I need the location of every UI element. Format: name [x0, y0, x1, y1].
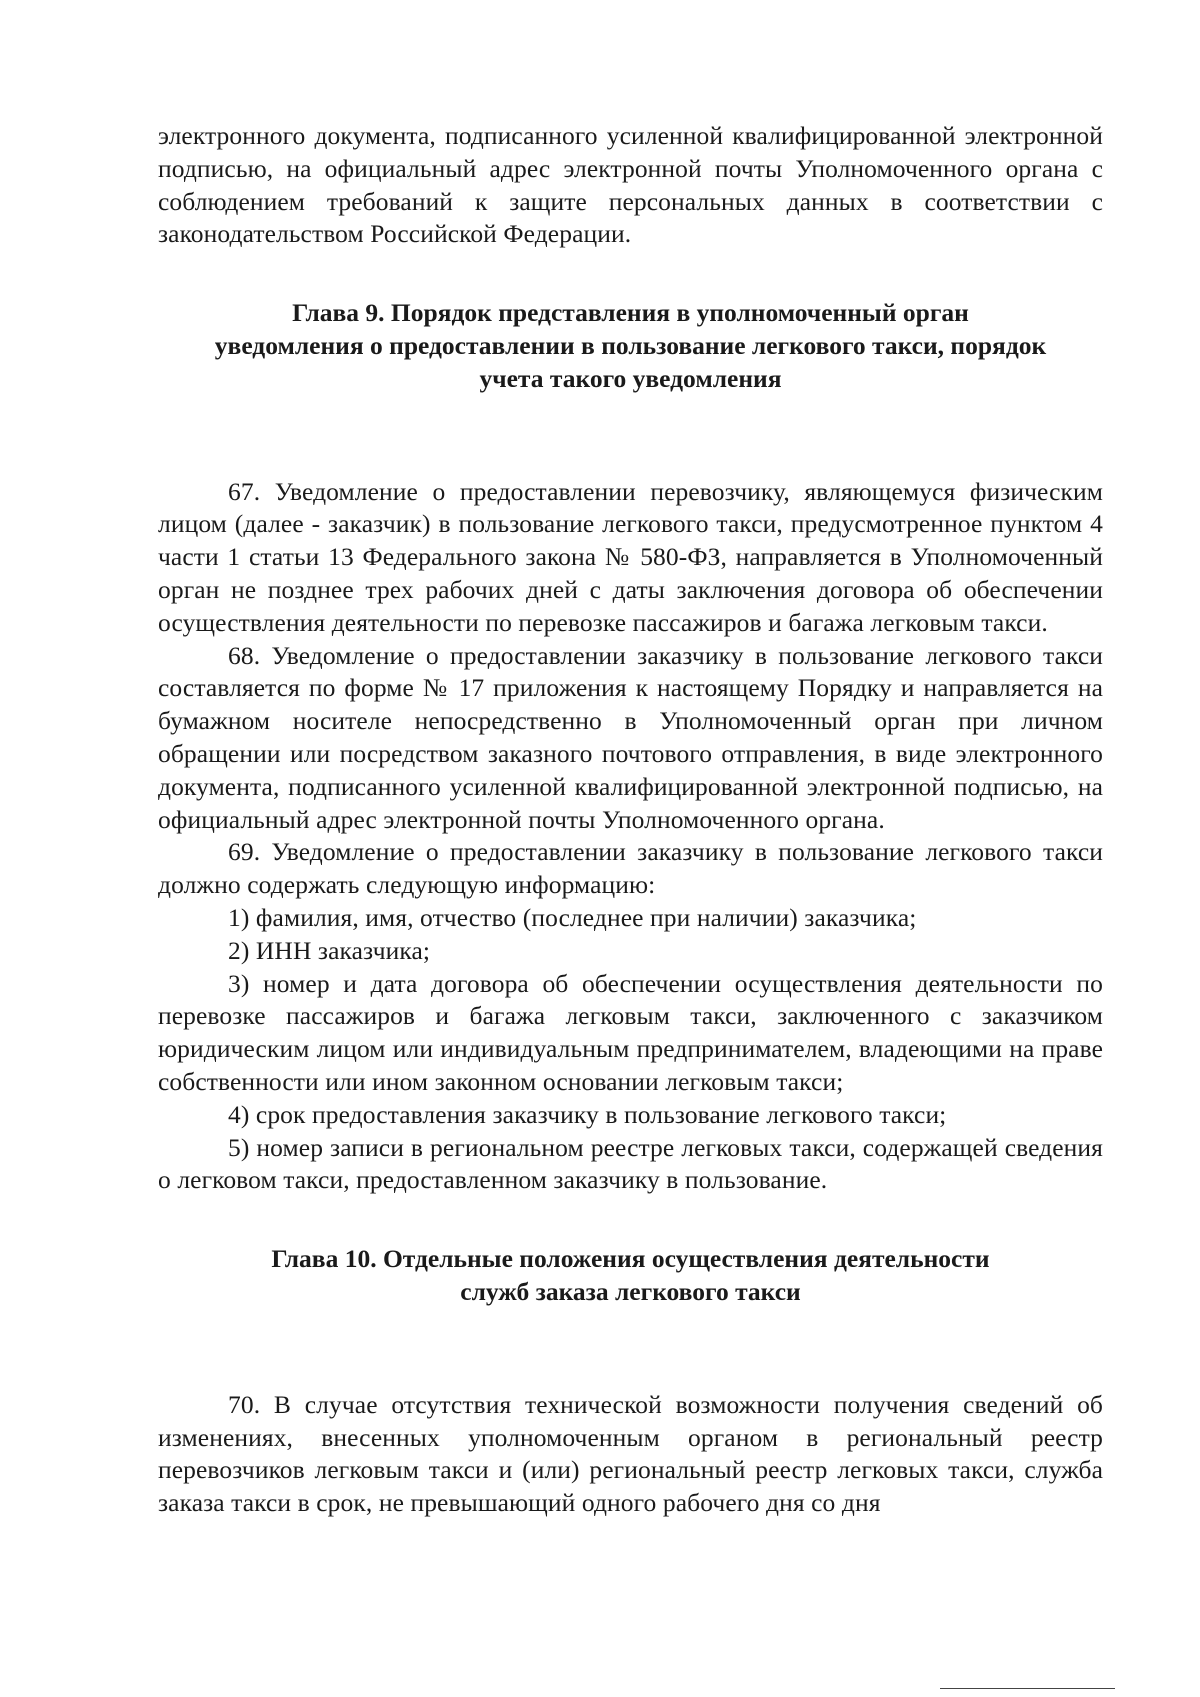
chapter-9-title-line: Глава 9. Порядок представления в уполномоченный орган — [292, 298, 969, 328]
list-item-1: 1) фамилия, имя, отчество (последнее при наличии) заказчика; — [228, 902, 917, 932]
chapter-9-title — [158, 297, 1103, 395]
list-item-2: 2) ИНН заказчика; — [228, 935, 431, 965]
paragraph-68: 68. Уведомление о предоставлении заказчику в пользование легкового такси составляется по форме № 17 приложения к настоящему Порядку и направляется на бумажном носителе непосредственно в Уполномоченный орган при личном обращении или посредством заказного почтового отправления, в виде электронного документа, подписанного усиленной квалифицированной электронной подписью, на официальный адрес электронной почты Уполномоченного органа. — [158, 640, 1103, 834]
document-page — [158, 120, 1103, 1520]
chapter-10-title-line: Глава 10. Отдельные положения осуществления деятельности — [271, 1244, 990, 1274]
chapter-10-title-line: служб заказа легкового такси — [460, 1276, 801, 1306]
list-item-4: 4) срок предоставления заказчику в пользование легкового такси; — [228, 1099, 947, 1129]
chapter-9-title-line: уведомления о предоставлении в пользование легкового такси, порядок — [214, 330, 1047, 360]
footer-rule — [940, 1688, 1115, 1689]
list-item-3: 3) номер и дата договора об обеспечении осуществления деятельности по перевозке пассажиров и багажа легковым такси, заключенного с заказчиком юридическим лицом или индивидуальным предпринимателем, владеющими на праве собственности или ином законном основании легковым такси; — [158, 968, 1103, 1096]
chapter-9-title-line: учета такого уведомления — [479, 363, 782, 393]
paragraph-69: 69. Уведомление о предоставлении заказчику в пользование легкового такси должно содержать следующую информацию: — [158, 837, 1103, 900]
paragraph-70: 70. В случае отсутствия технической возможности получения сведений об изменениях, внесенных уполномоченным органом в региональный реестр перевозчиков легковым такси и (или) региональный реестр легковых такси, служба заказа такси в срок, не превышающий одного рабочего дня со дня — [158, 1389, 1103, 1518]
chapter-10-title — [158, 1243, 1103, 1309]
continuation-paragraph: электронного документа, подписанного усиленной квалифицированной электронной подписью, на официальный адрес электронной почты Уполномоченного органа с соблюдением требований к защите персональных данных в соответствии с законодательством Российской Федерации. — [158, 121, 1103, 249]
paragraph-67: 67. Уведомление о предоставлении перевозчику, являющемуся физическим лицом (далее - заказчик) в пользование легкового такси, предусмотренное пунктом 4 части 1 статьи 13 Федерального закона № 580-ФЗ, направляется в Уполномоченный орган не позднее трех рабочих дней с даты заключения договора об обеспечении осуществления деятельности по перевозке пассажиров и багажа легковым такси. — [158, 476, 1103, 637]
list-item-5: 5) номер записи в региональном реестре легковых такси, содержащей сведения о легковом такси, предоставленном заказчику в пользование. — [158, 1132, 1103, 1195]
